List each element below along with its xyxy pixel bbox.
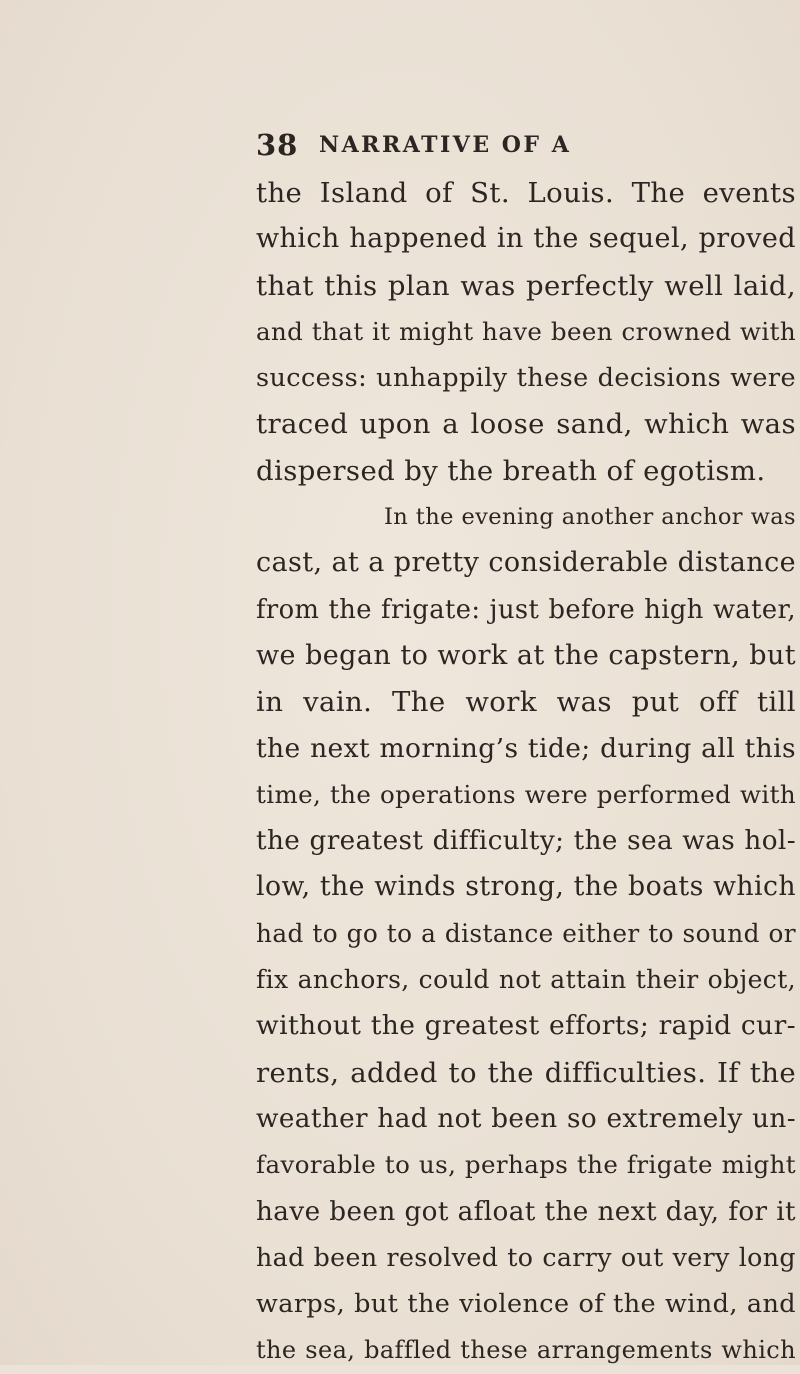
running-head: NARRATIVE OF A [319, 132, 572, 158]
text-line: time, the operations were performed with [256, 779, 796, 809]
text-line: have been got afloat the next day, for it [256, 1196, 796, 1227]
body-text [256, 170, 796, 1374]
text-line: warps, but the violence of the wind, and [256, 1289, 796, 1320]
text-line: rents, added to the difficulties. If the [256, 1056, 796, 1089]
text-line: which happened in the sequel, proved [256, 223, 796, 255]
text-line: favorable to us, perhaps the frigate might [256, 1150, 796, 1180]
text-line: cast, at a pretty considerable distance [256, 547, 796, 579]
text-line: traced upon a loose sand, which was [256, 408, 796, 441]
text-line: we began to work at the capstern, but [256, 639, 796, 671]
text-line: without the greatest efforts; rapid cur- [256, 1010, 796, 1042]
text-line: that this plan was perfectly well laid, [256, 269, 796, 302]
text-line: success: unhappily these decisions were [256, 363, 796, 394]
text-line: fix anchors, could not attain their object, [256, 965, 796, 995]
text-line: dispersed by the breath of egotism. [256, 454, 766, 487]
text-line: low, the winds strong, the boats which [256, 871, 796, 903]
text-line: the next morning’s tide; during all this [256, 732, 796, 764]
text-line: had to go to a distance either to sound or [256, 918, 796, 948]
text-line: the sea, baffled these arrangements which [256, 1336, 796, 1365]
text-line: and that it might have been crowned with [256, 316, 796, 346]
text-line: had been resolved to carry out very long [256, 1242, 796, 1272]
text-line: from the frigate: just before high water, [256, 594, 796, 625]
page-number: 38 [256, 128, 299, 162]
page-header [0, 128, 800, 168]
text-line: the greatest difficulty; the sea was hol- [256, 826, 796, 857]
paragraph-first-line: In the evening another anchor was [384, 504, 796, 531]
text-line: in vain. The work was put off till [256, 686, 796, 719]
text-line: weather had not been so extremely un- [256, 1103, 796, 1134]
text-line: the Island of St. Louis. The events [256, 177, 796, 209]
